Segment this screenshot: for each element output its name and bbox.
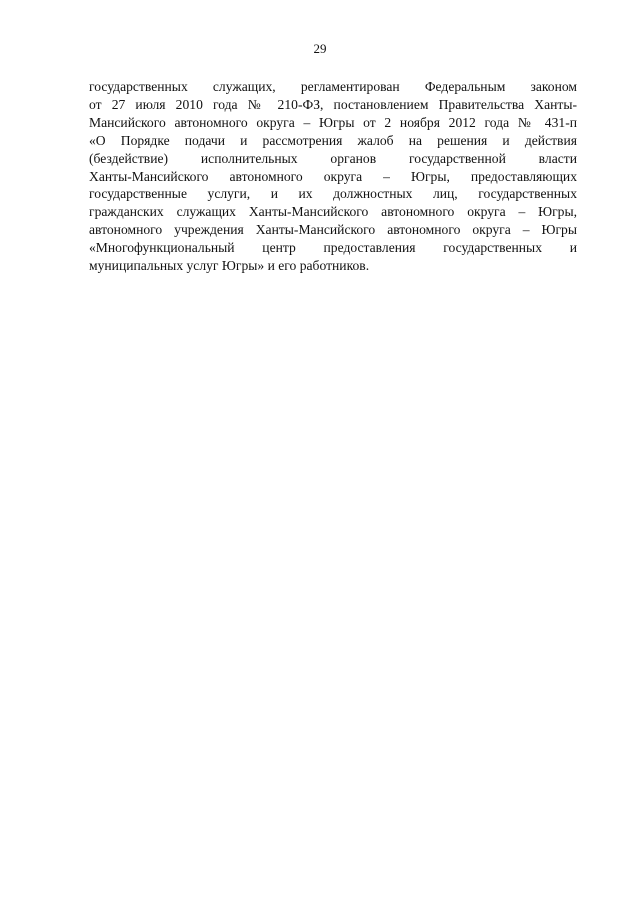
text-line: Мансийского автономного округа – Югры от 2 ноября 2012 года № 431-п xyxy=(89,114,577,130)
text-line: государственные услуги, и их должностных лиц, государственных xyxy=(89,186,577,202)
text-line: гражданских служащих Ханты-Мансийского автономного округа – Югры, xyxy=(89,204,577,220)
text-line: Ханты-Мансийского автономного округа – Югры, предоставляющих xyxy=(89,168,577,184)
text-line: автономного учреждения Ханты-Мансийского автономного округа – Югры xyxy=(89,222,577,238)
page-number: 29 xyxy=(313,41,327,56)
text-line-last: муниципальных услуг Югры» и его работников. xyxy=(89,258,370,274)
text-line: «Многофункциональный центр предоставления государственных и xyxy=(89,240,577,256)
text-line: «О Порядке подачи и рассмотрения жалоб на решения и действия xyxy=(89,132,577,148)
text-line: от 27 июля 2010 года № 210-ФЗ, постановлением Правительства Ханты- xyxy=(89,96,577,112)
body-paragraph xyxy=(89,78,577,275)
text-line: государственных служащих, регламентирован Федеральным законом xyxy=(89,79,577,94)
text-line: (бездействие) исполнительных органов государственной власти xyxy=(89,150,577,166)
